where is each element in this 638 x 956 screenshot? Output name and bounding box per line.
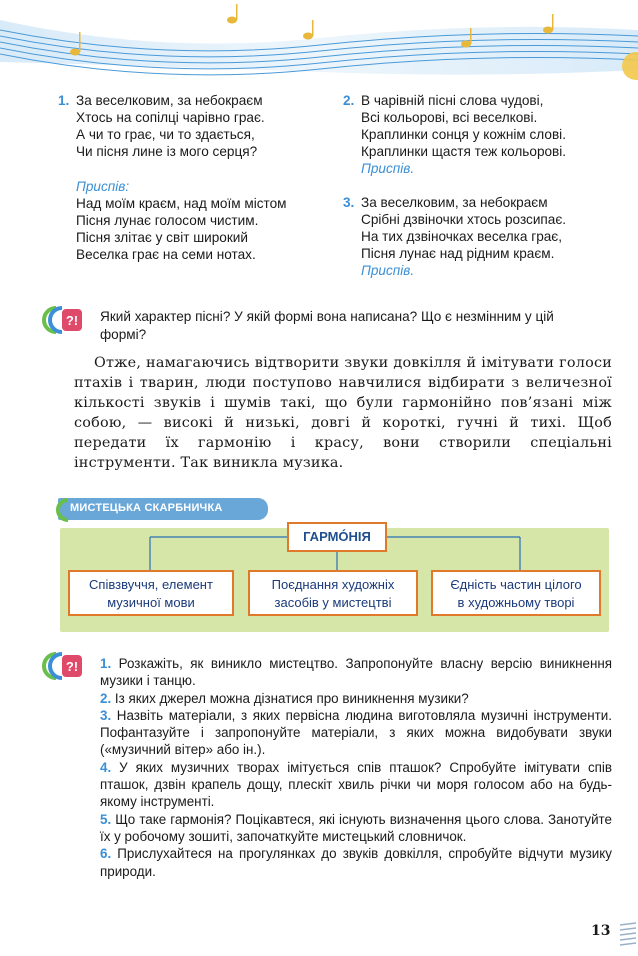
verse-number: 3. bbox=[343, 195, 355, 210]
question-number: 6. bbox=[100, 846, 112, 862]
list-item bbox=[100, 707, 612, 759]
refrain-line: Над моїм краєм, над моїм містом bbox=[76, 196, 287, 211]
box-line: в художньому творі bbox=[457, 595, 575, 610]
verse-line: А чи то грає, чи то здається, bbox=[76, 127, 255, 142]
verse-number: 2. bbox=[343, 93, 355, 108]
question-line: формі? bbox=[100, 327, 147, 342]
treasury-title: МИСТЕЦЬКА СКАРБНИЧКА bbox=[70, 502, 223, 514]
verse-line: На тих дзвіночках веселка грає, bbox=[361, 229, 563, 244]
question-list bbox=[100, 655, 612, 880]
refrain-label: Приспів: bbox=[76, 179, 130, 194]
refrain-line: Веселка грає на семи нотах. bbox=[76, 247, 256, 262]
question-line: Який характер пісні? У якій формі вона написана? Що є незмінним у цій bbox=[100, 309, 554, 324]
list-item bbox=[100, 811, 612, 846]
box-line: Поєднання художніх bbox=[271, 577, 395, 592]
page-number: 13 bbox=[591, 923, 611, 939]
refrain-label: Приспів. bbox=[361, 263, 415, 278]
art-treasury bbox=[58, 500, 609, 630]
question-text: Назвіть матеріали, з яких первісна людина виготовляла музичні інструменти. Пофантазуйте і запропонуйте матеріали, з яких можна видобувати звуки («музичний вітер» або ін.). bbox=[100, 707, 612, 758]
question-number: 2. bbox=[100, 690, 112, 706]
box-line: Співзвуччя, елемент bbox=[89, 577, 213, 592]
harmony-definition-box bbox=[431, 570, 601, 616]
question-icon-text: ?! bbox=[65, 659, 79, 674]
page-corner-stripes bbox=[618, 919, 636, 949]
music-staff-banner bbox=[0, 0, 638, 90]
refrain-label: Приспів. bbox=[361, 161, 415, 176]
prose-paragraph bbox=[74, 353, 612, 473]
question-number: 1. bbox=[100, 656, 112, 671]
question-icon-text: ?! bbox=[65, 313, 79, 328]
list-item bbox=[100, 690, 612, 707]
verse-line: За веселковим, за небокраєм bbox=[76, 93, 263, 108]
list-item bbox=[100, 759, 612, 811]
box-line: музичної мови bbox=[107, 595, 195, 610]
verse-line: В чарівній пісні слова чудові, bbox=[361, 93, 544, 108]
verse-line: Краплинки сонця у кожнім слові. bbox=[361, 127, 566, 142]
box-line: Єдність частин цілого bbox=[450, 577, 582, 592]
verse-line: Всі кольорові, всі веселкові. bbox=[361, 110, 538, 125]
prose-text: Отже, намагаючись відтворити звуки довкілля й імітувати голоси птахів і тварин, люди поступово навчилися відбирати з величезної кількості звуків і шумів такі, що були гармонійно пов’язані між собою, — високі й низькі, довгі й короткі, гучні й тихі. Щоб передати їх гармонію і красу, вони створили спеціальні інструменти. Так виникла музика. bbox=[74, 355, 612, 471]
question-number: 4. bbox=[100, 759, 112, 775]
refrain-line: Пісня злітає у світ широкий bbox=[76, 230, 248, 245]
harmony-title-box: ГАРМÓНІЯ bbox=[287, 522, 387, 552]
question-exclaim-icon bbox=[38, 306, 84, 334]
question-number: 3. bbox=[100, 707, 112, 723]
question-text: Із яких джерел можна дізнатися про виникнення музики? bbox=[114, 690, 469, 706]
verse-line: Пісня лунає над рідним краєм. bbox=[361, 246, 555, 261]
verse-number: 1. bbox=[58, 93, 70, 108]
refrain-line: Пісня лунає голосом чистим. bbox=[76, 213, 259, 228]
harmony-definition-box bbox=[248, 570, 418, 616]
verse-line: Срібні дзвіночки хтось розсипає. bbox=[361, 212, 567, 227]
question-text: Прислухайтеся на прогулянках до звуків довкілля, спробуйте відчути музику природи. bbox=[100, 846, 612, 879]
question-text: У яких музичних творах імітується спів пташок? Спробуйте імітувати спів пташок, дзвін крапель дощу, плескіт хвиль річки чи моря голосом або на будь-якому інструменті. bbox=[100, 759, 612, 810]
question-text bbox=[100, 308, 612, 344]
verse-line: Краплинки щастя теж кольорові. bbox=[361, 144, 567, 159]
list-item bbox=[100, 655, 612, 690]
verse-right-column bbox=[343, 92, 566, 279]
harmony-definition-box bbox=[68, 570, 234, 616]
question-exclaim-icon bbox=[38, 652, 84, 680]
question-number: 5. bbox=[100, 811, 112, 827]
box-line: засобів у мистецтві bbox=[274, 595, 392, 610]
verse-line: Чи пісня лине із мого серця? bbox=[76, 144, 258, 159]
verse-line: За веселковим, за небокраєм bbox=[361, 195, 548, 210]
question-text: Що таке гармонія? Поцікавтеся, які існують визначення цього слова. Занотуйте їх у робочому зошиті, започаткуйте мистецький словничок. bbox=[100, 811, 612, 844]
verse-left-column bbox=[58, 92, 287, 263]
verse-line: Хтось на сопілці чарівно грає. bbox=[76, 110, 265, 125]
list-item bbox=[100, 845, 612, 880]
question-text: Розкажіть, як виникло мистецтво. Запропонуйте власну версію виникнення музики і танцю. bbox=[100, 656, 612, 689]
